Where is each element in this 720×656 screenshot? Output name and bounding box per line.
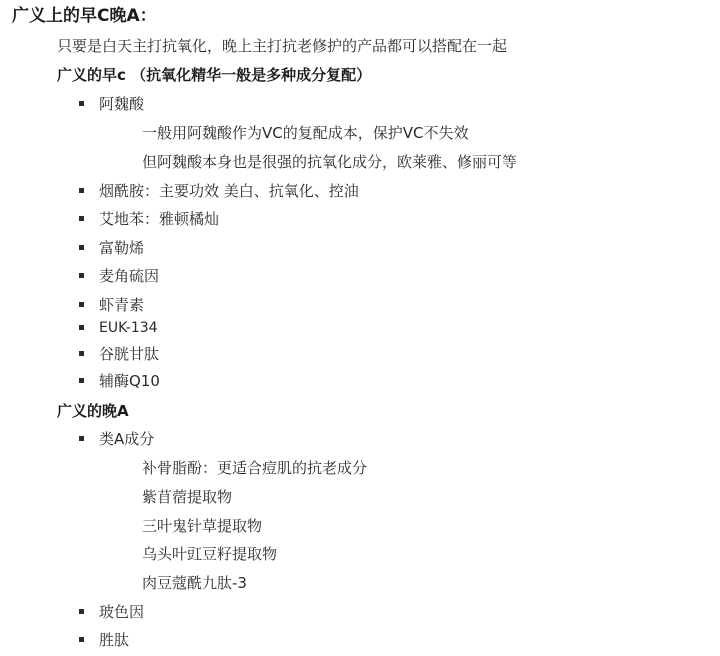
bullet-icon	[79, 637, 84, 642]
bullet-icon	[79, 302, 84, 307]
list-item-ferulic-acid: 阿魏酸	[99, 95, 145, 113]
ferulic-note-2: 但阿魏酸本身也是很强的抗氧化成分，欧莱雅、修丽可等	[142, 153, 518, 171]
bullet-icon	[79, 216, 84, 221]
bullet-icon	[79, 245, 84, 250]
list-item-idebenone: 艾地苯：雅顿橘灿	[99, 210, 220, 228]
list-item-niacinamide: 烟酰胺：主要功效 美白、抗氧化、控油	[99, 182, 359, 200]
retinoid-note-nonapeptide: 肉豆蔻酰九肽-3	[142, 574, 247, 592]
bullet-icon	[79, 351, 84, 356]
list-item-retinoids: 类A成分	[99, 430, 155, 448]
bullet-icon	[79, 609, 84, 614]
list-item-pro-xylane: 玻色因	[99, 603, 145, 621]
bullet-icon	[79, 436, 84, 441]
bullet-icon	[79, 188, 84, 193]
list-item-astaxanthin: 虾青素	[99, 296, 145, 314]
list-item-euk134: EUK-134	[99, 320, 158, 336]
main-heading: 广义上的早C晚A：	[12, 6, 157, 26]
list-item-peptides: 胜肽	[99, 631, 130, 649]
bullet-icon	[79, 101, 84, 106]
list-item-coq10: 辅酶Q10	[99, 372, 160, 390]
intro-text: 只要是白天主打抗氧化，晚上主打抗老修护的产品都可以搭配在一起	[57, 37, 508, 55]
list-item-ergothioneine: 麦角硫因	[99, 267, 160, 285]
ferulic-note-1: 一般用阿魏酸作为VC的复配成本，保护VC不失效	[142, 124, 469, 142]
retinoid-note-bidens: 三叶鬼针草提取物	[142, 517, 263, 535]
retinoid-note-alfalfa: 紫苜蓿提取物	[142, 488, 233, 506]
retinoid-note-vigna: 乌头叶豇豆籽提取物	[142, 545, 278, 563]
bullet-icon	[79, 378, 84, 383]
list-item-glutathione: 谷胱甘肽	[99, 345, 160, 363]
list-item-fullerene: 富勒烯	[99, 239, 145, 257]
section-a-title: 广义的晚A	[57, 402, 129, 420]
section-c-title: 广义的早c （抗氧化精华一般是多种成分复配）	[57, 66, 372, 84]
bullet-icon	[79, 273, 84, 278]
retinoid-note-bakuchiol: 补骨脂酚：更适合痘肌的抗老成分	[142, 459, 368, 477]
bullet-icon	[79, 325, 84, 330]
